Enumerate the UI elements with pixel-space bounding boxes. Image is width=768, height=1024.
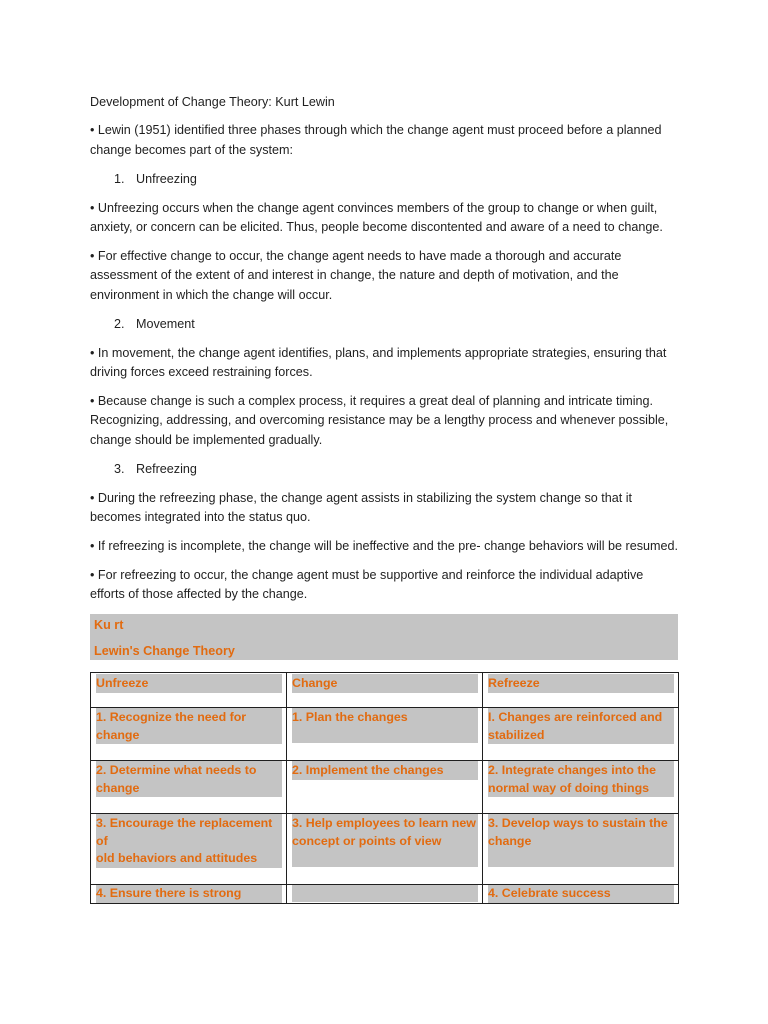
table-cell — [91, 761, 287, 814]
phase-item-refreezing — [114, 460, 680, 479]
cell-text: 4. Ensure there is strong — [96, 885, 282, 903]
table-cell — [287, 708, 483, 761]
movement-paragraph-2: • Because change is such a complex process, it requires a great deal of planning and intricate timing. Recognizing, addressing, and overcoming resistance may be a lengthy process and whenever possible, change should be implemented gradually. — [90, 393, 669, 447]
cell-text: 3. Develop ways to sustain the change — [488, 814, 674, 867]
document-title: Development of Change Theory: Kurt Lewin — [90, 95, 335, 109]
cell-text — [292, 885, 478, 902]
table-row — [91, 885, 679, 904]
refreezing-paragraph-2: • If refreezing is incomplete, the change will be ineffective and the pre- change behaviors will be resumed. — [90, 538, 679, 553]
phase-label: Refreezing — [136, 461, 197, 476]
table-header-cell — [287, 673, 483, 708]
banner-line-2: Lewin's Change Theory — [94, 644, 235, 659]
movement-paragraph-1: • In movement, the change agent identifies, plans, and implements appropriate strategies, ensuring that driving forces exceed restraining forces. — [90, 345, 667, 379]
refreezing-paragraph-1: • During the refreezing phase, the change agent assists in stabilizing the system change so that it becomes integrated into the status quo. — [90, 490, 633, 524]
cell-text: 1. Recognize the need for change — [96, 708, 282, 744]
cell-line: old behaviors and attitudes — [96, 851, 258, 866]
phase-label: Movement — [136, 316, 195, 331]
cell-line: 3. Encourage the replacement of — [96, 816, 273, 848]
table-header-cell — [483, 673, 679, 708]
phase-item-movement — [114, 315, 680, 334]
cell-text — [96, 814, 282, 868]
cell-text: I. Changes are reinforced and stabilized — [488, 708, 674, 744]
phase-number: 3. — [114, 461, 125, 476]
phase-number: 2. — [114, 316, 125, 331]
table-cell — [287, 761, 483, 814]
table-cell — [91, 814, 287, 885]
table-cell — [91, 708, 287, 761]
table-header-cell — [91, 673, 287, 708]
header-unfreeze: Unfreeze — [96, 674, 282, 693]
change-theory-table — [90, 672, 679, 904]
table-cell — [91, 885, 287, 904]
cell-text: 1. Plan the changes — [292, 708, 478, 743]
unfreezing-paragraph-1: • Unfreezing occurs when the change agent convinces members of the group to change or when guilt, anxiety, or concern can be elicited. Thus, people become discontented and aware of a need to change. — [90, 200, 663, 235]
theory-banner — [90, 614, 678, 660]
table-cell — [483, 708, 679, 761]
cell-text: 2. Determine what needs to change — [96, 761, 282, 797]
table-cell — [483, 885, 679, 904]
table-header-row — [91, 673, 679, 708]
phase-item-unfreezing — [114, 170, 680, 189]
table-row — [91, 708, 679, 761]
table-row — [91, 814, 679, 885]
cell-text: 4. Celebrate success — [488, 885, 674, 903]
phase-label: Unfreezing — [136, 171, 197, 186]
phase-number: 1. — [114, 171, 125, 186]
table-cell — [287, 814, 483, 885]
table-cell — [287, 885, 483, 904]
table-cell — [483, 814, 679, 885]
header-refreeze: Refreeze — [488, 674, 674, 693]
header-change: Change — [292, 674, 478, 693]
cell-text: 3. Help employees to learn new concept or points of view — [292, 814, 478, 867]
cell-text: 2. Integrate changes into the normal way of doing things — [488, 761, 674, 797]
refreezing-paragraph-3: • For refreezing to occur, the change agent must be supportive and reinforce the individual adaptive efforts of those affected by the change. — [90, 567, 644, 602]
intro-paragraph: • Lewin (1951) identified three phases through which the change agent must proceed before a planned change becomes part of the system: — [90, 123, 662, 157]
banner-line-1: Ku rt — [94, 618, 124, 633]
table-row — [91, 761, 679, 814]
cell-text: 2. Implement the changes — [292, 761, 478, 780]
unfreezing-paragraph-2: • For effective change to occur, the change agent needs to have made a thorough and accurate assessment of the extent of and interest in change, the nature and depth of motivation, and the environment in which the change will occur. — [90, 248, 622, 302]
table-cell — [483, 761, 679, 814]
